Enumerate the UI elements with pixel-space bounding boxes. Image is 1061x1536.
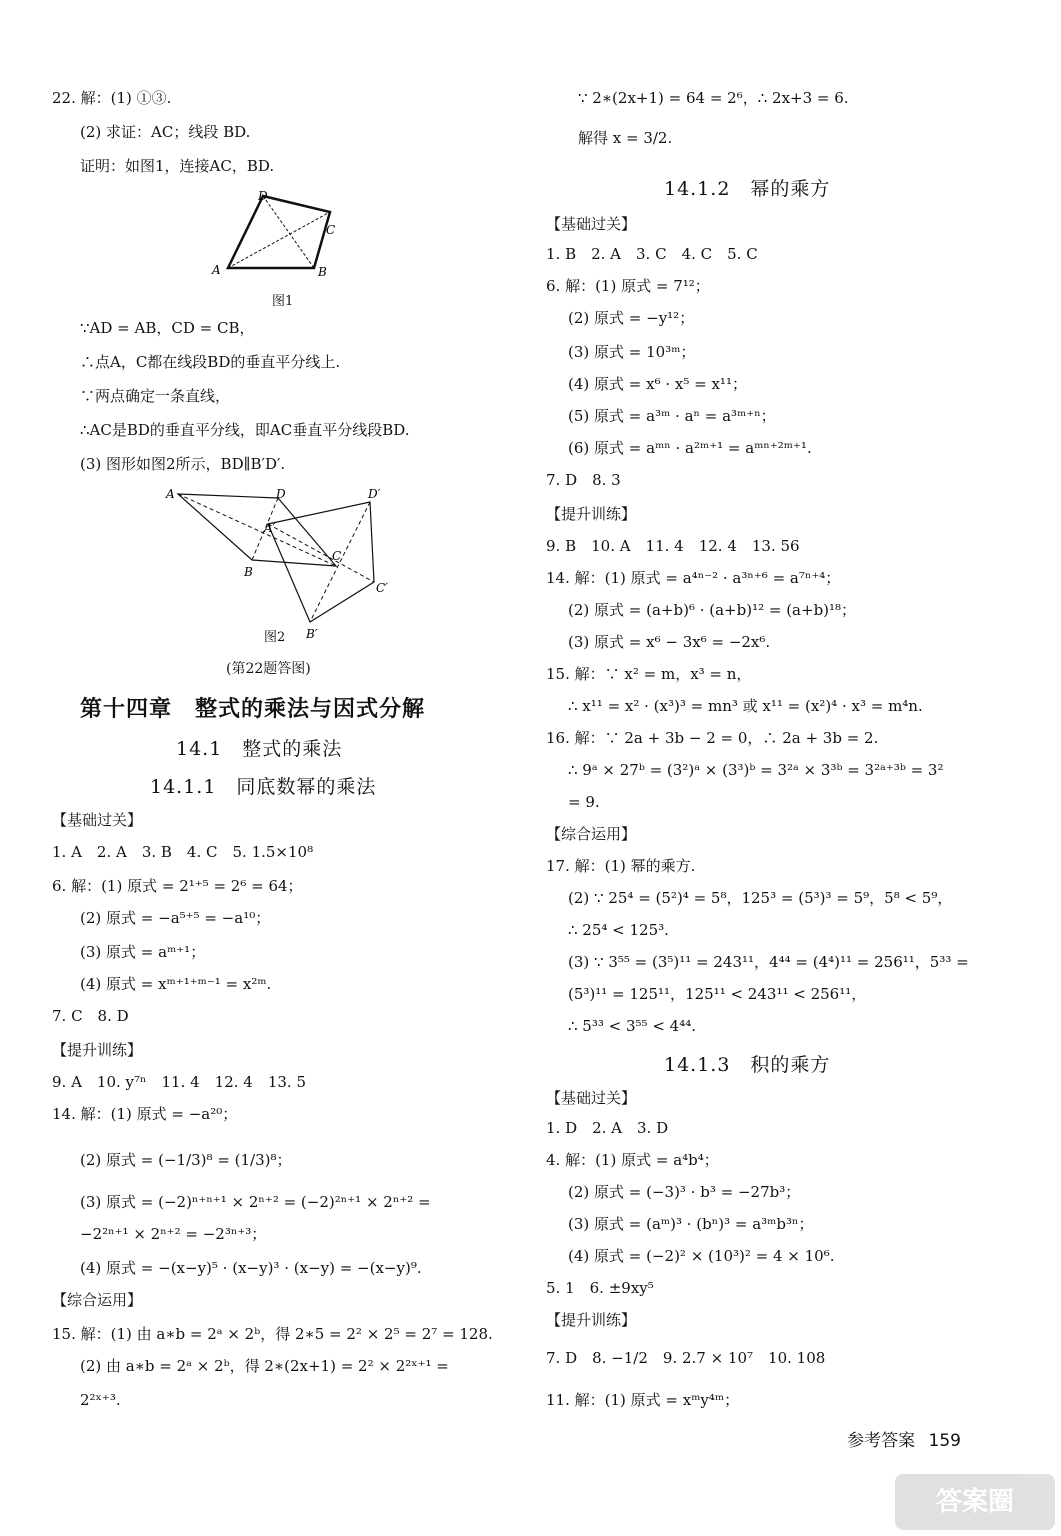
answer-line: 9. A 10. y⁷ⁿ 11. 4 12. 4 13. 5	[52, 1073, 307, 1091]
answer-line: (5) 原式 = a³ᵐ · aⁿ = a³ᵐ⁺ⁿ；	[568, 407, 776, 425]
section-14-1-3: 14.1.3 积的乘方	[664, 1054, 831, 1076]
answer-line: 5. 1 6. ±9xy⁵	[546, 1279, 654, 1297]
answer-line: (2) 原式 = −y¹²；	[568, 309, 695, 327]
answer-line: 7. D 8. 3	[546, 471, 621, 489]
answer-line: (2) 原式 = −a⁵⁺⁵ = −a¹⁰；	[80, 909, 271, 927]
tag-advanced: 【提升训练】	[546, 1311, 637, 1329]
answer-line: (4) 原式 = (−2)² × (10³)² = 4 × 10⁶.	[568, 1247, 835, 1265]
section-14-1: 14.1 整式的乘法	[176, 738, 343, 760]
answer-line: ∴ 5³³ < 3⁵⁵ < 4⁴⁴.	[568, 1017, 696, 1035]
tag-basic: 【基础过关】	[546, 215, 637, 233]
tag-comprehensive: 【综合运用】	[52, 1291, 143, 1309]
figure-2	[160, 482, 400, 642]
answer-line: 17. 解：(1) 幂的乘方.	[546, 857, 696, 875]
answer-line: ∴ x¹¹ = x² · (x³)³ = mn³ 或 x¹¹ = (x²)⁴ · x³ = m⁴n.	[568, 697, 923, 715]
answer-line: 4. 解：(1) 原式 = a⁴b⁴；	[546, 1151, 719, 1169]
fig1-label-b: B	[318, 265, 327, 279]
fig2-label-b: B	[244, 565, 253, 579]
answer-line: (2) 原式 = (−3)³ · b³ = −27b³；	[568, 1183, 801, 1201]
proof-line-2: ∴点A，C都在线段BD的垂直平分线上.	[80, 353, 341, 371]
figure-1	[210, 188, 340, 288]
answer-line: (2) 由 a∗b = 2ᵃ × 2ᵇ，得 2∗(2x+1) = 2² × 2²ˣ⁺¹ =	[80, 1357, 449, 1375]
fig1-label-a: A	[212, 263, 221, 277]
answer-line: 6. 解：(1) 原式 = 2¹⁺⁵ = 2⁶ = 64；	[52, 877, 303, 895]
fig2-label-a: A	[166, 487, 175, 501]
answer-line: (2) 原式 = (−1/3)⁸ = (1/3)⁸；	[80, 1151, 292, 1169]
fig2-caption: 图2	[264, 630, 286, 645]
chapter-title: 第十四章 整式的乘法与因式分解	[80, 696, 426, 722]
answer-line: 1. D 2. A 3. D	[546, 1119, 669, 1137]
answer-line: (3) 原式 = aᵐ⁺¹；	[80, 943, 206, 961]
answer-line: 15. 解：(1) 由 a∗b = 2ᵃ × 2ᵇ，得 2∗5 = 2² × 2⁵ = 2⁷ = 128.	[52, 1325, 493, 1343]
answer-line: ∵ 2∗(2x+1) = 64 = 2⁶，∴ 2x+3 = 6.	[578, 89, 849, 107]
answer-line: (3) ∵ 3⁵⁵ = (3⁵)¹¹ = 243¹¹，4⁴⁴ = (4⁴)¹¹ = 256¹¹，5³³ =	[568, 953, 969, 971]
q22-proof-intro: 证明：如图1，连接AC，BD.	[80, 157, 275, 175]
answer-line: 6. 解：(1) 原式 = 7¹²；	[546, 277, 710, 295]
answer-line: (5³)¹¹ = 125¹¹，125¹¹ < 243¹¹ < 256¹¹，	[568, 985, 867, 1003]
proof-line-1: ∵AD = AB，CD = CB，	[80, 319, 255, 337]
answer-line: −2²ⁿ⁺¹ × 2ⁿ⁺² = −2³ⁿ⁺³；	[80, 1225, 267, 1243]
answer-line: (4) 原式 = xᵐ⁺¹⁺ᵐ⁻¹ = x²ᵐ.	[80, 975, 272, 993]
answer-line: 2²ˣ⁺³.	[80, 1391, 121, 1409]
tag-basic: 【基础过关】	[546, 1089, 637, 1107]
answer-line: 14. 解：(1) 原式 = −a²⁰；	[52, 1105, 238, 1123]
q22-line: 22. 解：(1) ①③.	[52, 89, 172, 107]
section-14-1-2: 14.1.2 幂的乘方	[664, 178, 831, 200]
watermark-logo: 答案圈	[895, 1474, 1055, 1530]
answer-line: 1. A 2. A 3. B 4. C 5. 1.5×10⁸	[52, 843, 314, 861]
answer-line: (2) 原式 = (a+b)⁶ · (a+b)¹² = (a+b)¹⁸；	[568, 601, 857, 619]
answer-line: (3) 原式 = x⁶ − 3x⁶ = −2x⁶.	[568, 633, 771, 651]
fig1-label-c: C	[326, 223, 336, 237]
answer-line: 解得 x = 3/2.	[578, 129, 673, 147]
fig2-label-cp: C′	[376, 581, 388, 595]
answer-line: 14. 解：(1) 原式 = a⁴ⁿ⁻² · a³ⁿ⁺⁶ = a⁷ⁿ⁺⁴；	[546, 569, 841, 587]
answer-line: ∴ 25⁴ < 125³.	[568, 921, 669, 939]
answer-line: = 9.	[568, 793, 600, 811]
answer-line: 9. B 10. A 11. 4 12. 4 13. 56	[546, 537, 800, 555]
figure-note: (第22题答图)	[226, 661, 311, 677]
answer-line: 7. D 8. −1/2 9. 2.7 × 10⁷ 10. 108	[546, 1349, 826, 1367]
tag-basic: 【基础过关】	[52, 811, 143, 829]
fig2-label-dp: D′	[368, 487, 381, 501]
answer-line: (3) 原式 = 10³ᵐ；	[568, 343, 696, 361]
answer-line: (6) 原式 = aᵐⁿ · a²ᵐ⁺¹ = aᵐⁿ⁺²ᵐ⁺¹.	[568, 439, 812, 457]
footer-label: 参考答案	[847, 1431, 916, 1451]
fig2-label-ap: A′	[264, 521, 276, 535]
answer-line: ∴ 9ᵃ × 27ᵇ = (3²)ᵃ × (3³)ᵇ = 3²ᵃ × 3³ᵇ = 3²ᵃ⁺³ᵇ = 3²	[568, 761, 944, 779]
answer-line: 1. B 2. A 3. C 4. C 5. C	[546, 245, 758, 263]
answer-line: 15. 解：∵ x² = m，x³ = n，	[546, 665, 752, 683]
page-footer	[847, 1426, 961, 1451]
q22-part2: (2) 求证：AC；线段 BD.	[80, 123, 251, 141]
proof-line-3: ∵两点确定一条直线，	[80, 387, 231, 405]
proof-line-4: ∴AC是BD的垂直平分线，即AC垂直平分线段BD.	[80, 421, 410, 439]
fig2-label-c: C	[332, 549, 342, 563]
fig1-caption: 图1	[272, 294, 294, 309]
answer-line: 16. 解：∵ 2a + 3b − 2 = 0，∴ 2a + 3b = 2.	[546, 729, 879, 747]
answer-line: (3) 原式 = (−2)ⁿ⁺ⁿ⁺¹ × 2ⁿ⁺² = (−2)²ⁿ⁺¹ × 2ⁿ⁺² =	[80, 1193, 431, 1211]
fig1-label-d: D	[258, 189, 268, 203]
tag-comprehensive: 【综合运用】	[546, 825, 637, 843]
section-14-1-1: 14.1.1 同底数幂的乘法	[150, 776, 377, 798]
answer-line: 11. 解：(1) 原式 = xᵐy⁴ᵐ；	[546, 1391, 740, 1409]
page-number: 159	[928, 1431, 961, 1451]
tag-advanced: 【提升训练】	[52, 1041, 143, 1059]
answer-line: (3) 原式 = (aᵐ)³ · (bⁿ)³ = a³ᵐb³ⁿ；	[568, 1215, 814, 1233]
fig2-label-d: D	[276, 487, 286, 501]
answer-line: (4) 原式 = −(x−y)⁵ · (x−y)³ · (x−y) = −(x−y)⁹.	[80, 1259, 422, 1277]
answer-line: (2) ∵ 25⁴ = (5²)⁴ = 5⁸，125³ = (5³)³ = 5⁹，5⁸ < 5⁹，	[568, 889, 953, 907]
answer-line: (4) 原式 = x⁶ · x⁵ = x¹¹；	[568, 375, 747, 393]
tag-advanced: 【提升训练】	[546, 505, 637, 523]
q22-part3: (3) 图形如图2所示，BD∥B′D′.	[80, 455, 286, 473]
answer-line: 7. C 8. D	[52, 1007, 129, 1025]
fig2-label-bp: B′	[306, 627, 318, 641]
